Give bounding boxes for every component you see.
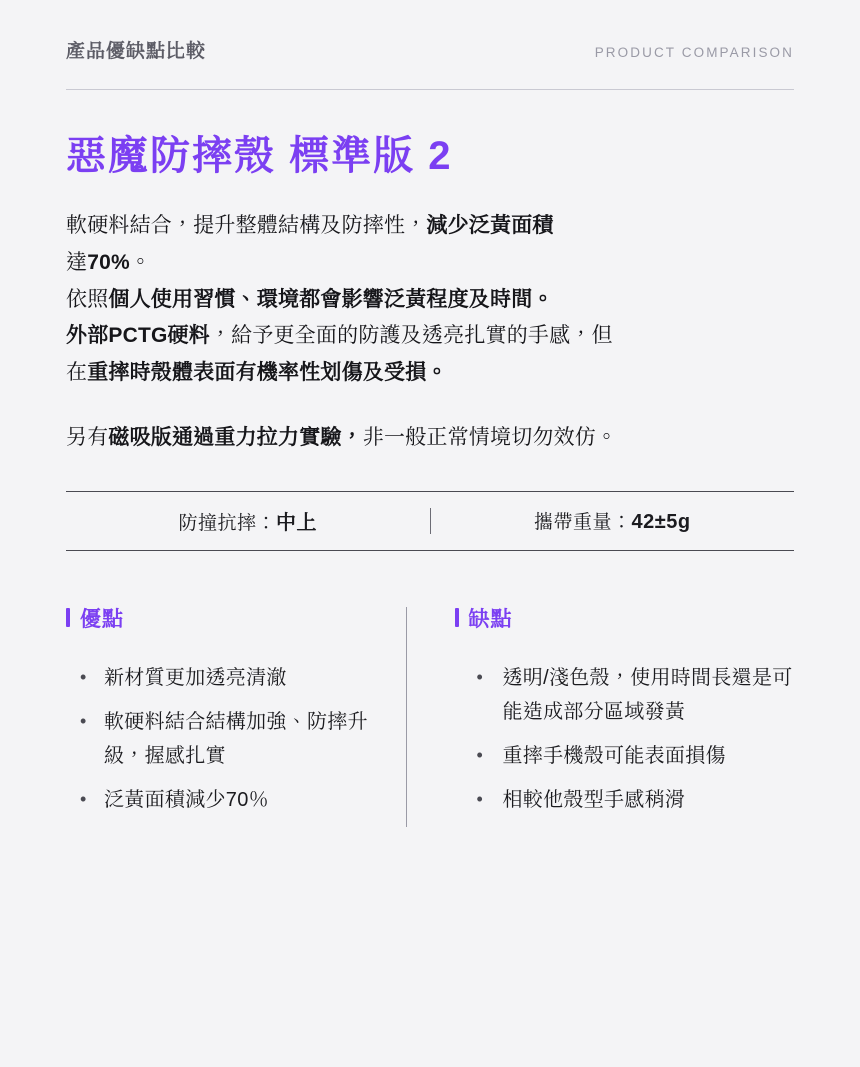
cons-heading	[455, 603, 795, 633]
description-line-4-bold: 外部PCTG硬料	[66, 324, 210, 348]
description-line-1	[66, 208, 794, 245]
description-line-2	[66, 245, 794, 282]
spec-weight-label: 攜帶重量：	[533, 512, 632, 533]
description-line-6-normal: 另有	[66, 425, 109, 449]
page-title: 產品優缺點比較	[66, 41, 207, 62]
pros-cons-section	[66, 603, 794, 827]
pros-heading	[66, 603, 406, 633]
description-line-2-normal: 達	[66, 250, 88, 274]
spec-row	[66, 492, 794, 550]
description-spacer	[66, 392, 794, 420]
spec-impact-label: 防撞抗摔：	[178, 513, 276, 534]
spec-impact-value: 中上	[276, 512, 317, 534]
pros-column	[66, 603, 406, 827]
spec-weight-value: 42±5g	[631, 511, 691, 533]
description-line-3	[66, 282, 794, 319]
list-item: • 相較他殼型手感稍滑	[455, 783, 795, 817]
accent-bar-icon	[455, 608, 459, 627]
pros-list	[66, 661, 406, 817]
list-item: • 軟硬料結合結構加強、防摔升級，握感扎實	[66, 705, 406, 773]
description-line-5-normal: 在	[66, 361, 88, 384]
description-line-4	[66, 318, 794, 355]
description-line-6-tail: 非一般正常情境切勿效仿。	[362, 425, 618, 449]
header-eyebrow: PRODUCT COMPARISON	[594, 45, 794, 60]
description-line-2-tail: 。	[129, 250, 152, 274]
cons-column	[407, 603, 795, 827]
description-line-1-normal: 軟硬料結合，提升整體結構及防摔性，	[66, 214, 427, 237]
description-line-5	[66, 355, 794, 392]
product-description	[66, 208, 794, 457]
pros-heading-label: 優點	[80, 607, 124, 631]
description-line-3-normal: 依照	[66, 287, 109, 311]
description-line-2-bold: 70%	[87, 250, 130, 274]
spec-impact-resistance	[66, 506, 430, 535]
description-line-1-bold: 減少泛黃面積	[426, 214, 554, 237]
description-line-4-normal: ，給予更全面的防護及透亮扎實的手感，但	[209, 324, 613, 348]
spec-weight	[431, 507, 795, 534]
list-item: • 透明/淺色殼，使用時間長還是可能造成部分區域發黃	[455, 661, 795, 729]
spec-bottom-divider	[66, 550, 794, 551]
description-line-6-bold: 磁吸版通過重力拉力實驗，	[108, 425, 363, 449]
accent-bar-icon	[66, 608, 70, 627]
list-item: • 新材質更加透亮清澈	[66, 661, 406, 695]
list-item: • 重摔手機殼可能表面損傷	[455, 739, 795, 773]
description-line-6	[66, 420, 794, 457]
list-item: • 泛黃面積減少70％	[66, 783, 406, 817]
cons-heading-label: 缺點	[468, 607, 513, 631]
page-header	[66, 0, 794, 63]
header-divider	[66, 89, 794, 90]
cons-list	[455, 661, 795, 817]
description-line-5-bold: 重摔時殼體表面有機率性划傷及受損。	[87, 361, 448, 384]
description-line-3-bold: 個人使用習慣、環境都會影響泛黃程度及時間。	[108, 287, 554, 311]
product-title: 惡魔防摔殼 標準版 2	[66, 134, 453, 178]
